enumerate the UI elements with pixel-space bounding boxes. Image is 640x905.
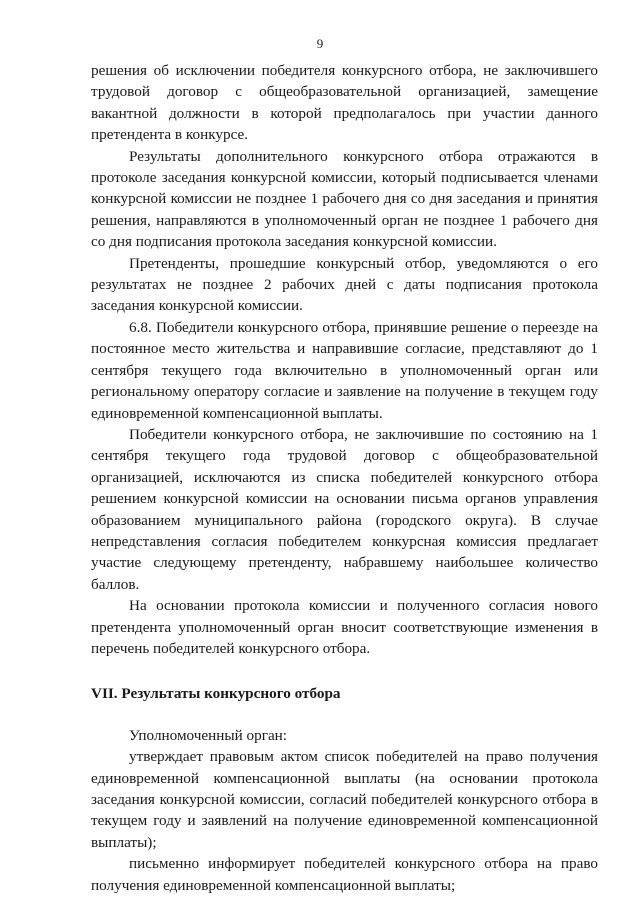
paragraph-continuation: решения об исключении победителя конкурсного отбора, не заключившего трудовой договор с общеобразовательной организацией, замещение вакантной должности в которой предполагалось при участии данного претендента в конкурсе. [91,62,598,144]
paragraph-protocol-changes: На основании протокола комиссии и полученного согласия нового претендента уполномоченный орган вносит соответствующие изменения в перечень победителей конкурсного отбора. [91,597,598,657]
section-title: VII. Результаты конкурсного отбора [91,685,341,703]
paragraph-winners-excluded: Победители конкурсного отбора, не заключившие по состоянию на 1 сентября текущего года трудовой договор с общеобразовательной организацией, исключаются из списка победителей конкурсного отбора решением конкурсной комиссии на основании письма органов управления образованием муниципального района (городского округа). В случае непредставления согласия победителем конкурсная комиссия предлагает участие следующему претенденту, набравшему наибольшее количество баллов. [91,425,598,593]
document-body [91,60,598,896]
paragraph-results-additional: Результаты дополнительного конкурсного отбора отражаются в протоколе заседания конкурсной комиссии, который подписывается членами конкурсной комиссии не позднее 1 рабочего дня со дня заседания и принятия решения, направляются в уполномоченный орган не позднее 1 рабочего дня со дня подписания протокола заседания конкурсной комиссии. [91,147,598,251]
paragraph-6-8: 6.8. Победители конкурсного отбора, принявшие решение о переезде на постоянное место жительства и направившие согласие, представляют до 1 сентября текущего года включительно в уполномоченный орган или региональному оператору согласие и заявление на получение в текущем году единовременной компенсационной выплаты. [91,318,598,422]
page-number: 9 [316,36,324,51]
paragraph-approves-list: утверждает правовым актом список победителей на право получения единовременной компенсационной выплаты (на основании протокола заседания конкурсной комиссии, согласий победителей конкурсного отбора в текущем году и заявлений на получение единовременной компенсационной выплаты); [91,748,598,851]
paragraph-informs-winners: письменно информирует победителей конкурсного отбора на право получения единовременной компенсационной выплаты; [91,855,598,894]
paragraph-authorized-body: Уполномоченный орган: [129,726,288,744]
paragraph-candidates-notified: Претенденты, прошедшие конкурсный отбор, уведомляются о его результатах не позднее 2 рабочих дней с даты подписания протокола заседания конкурсной комиссии. [91,254,598,315]
